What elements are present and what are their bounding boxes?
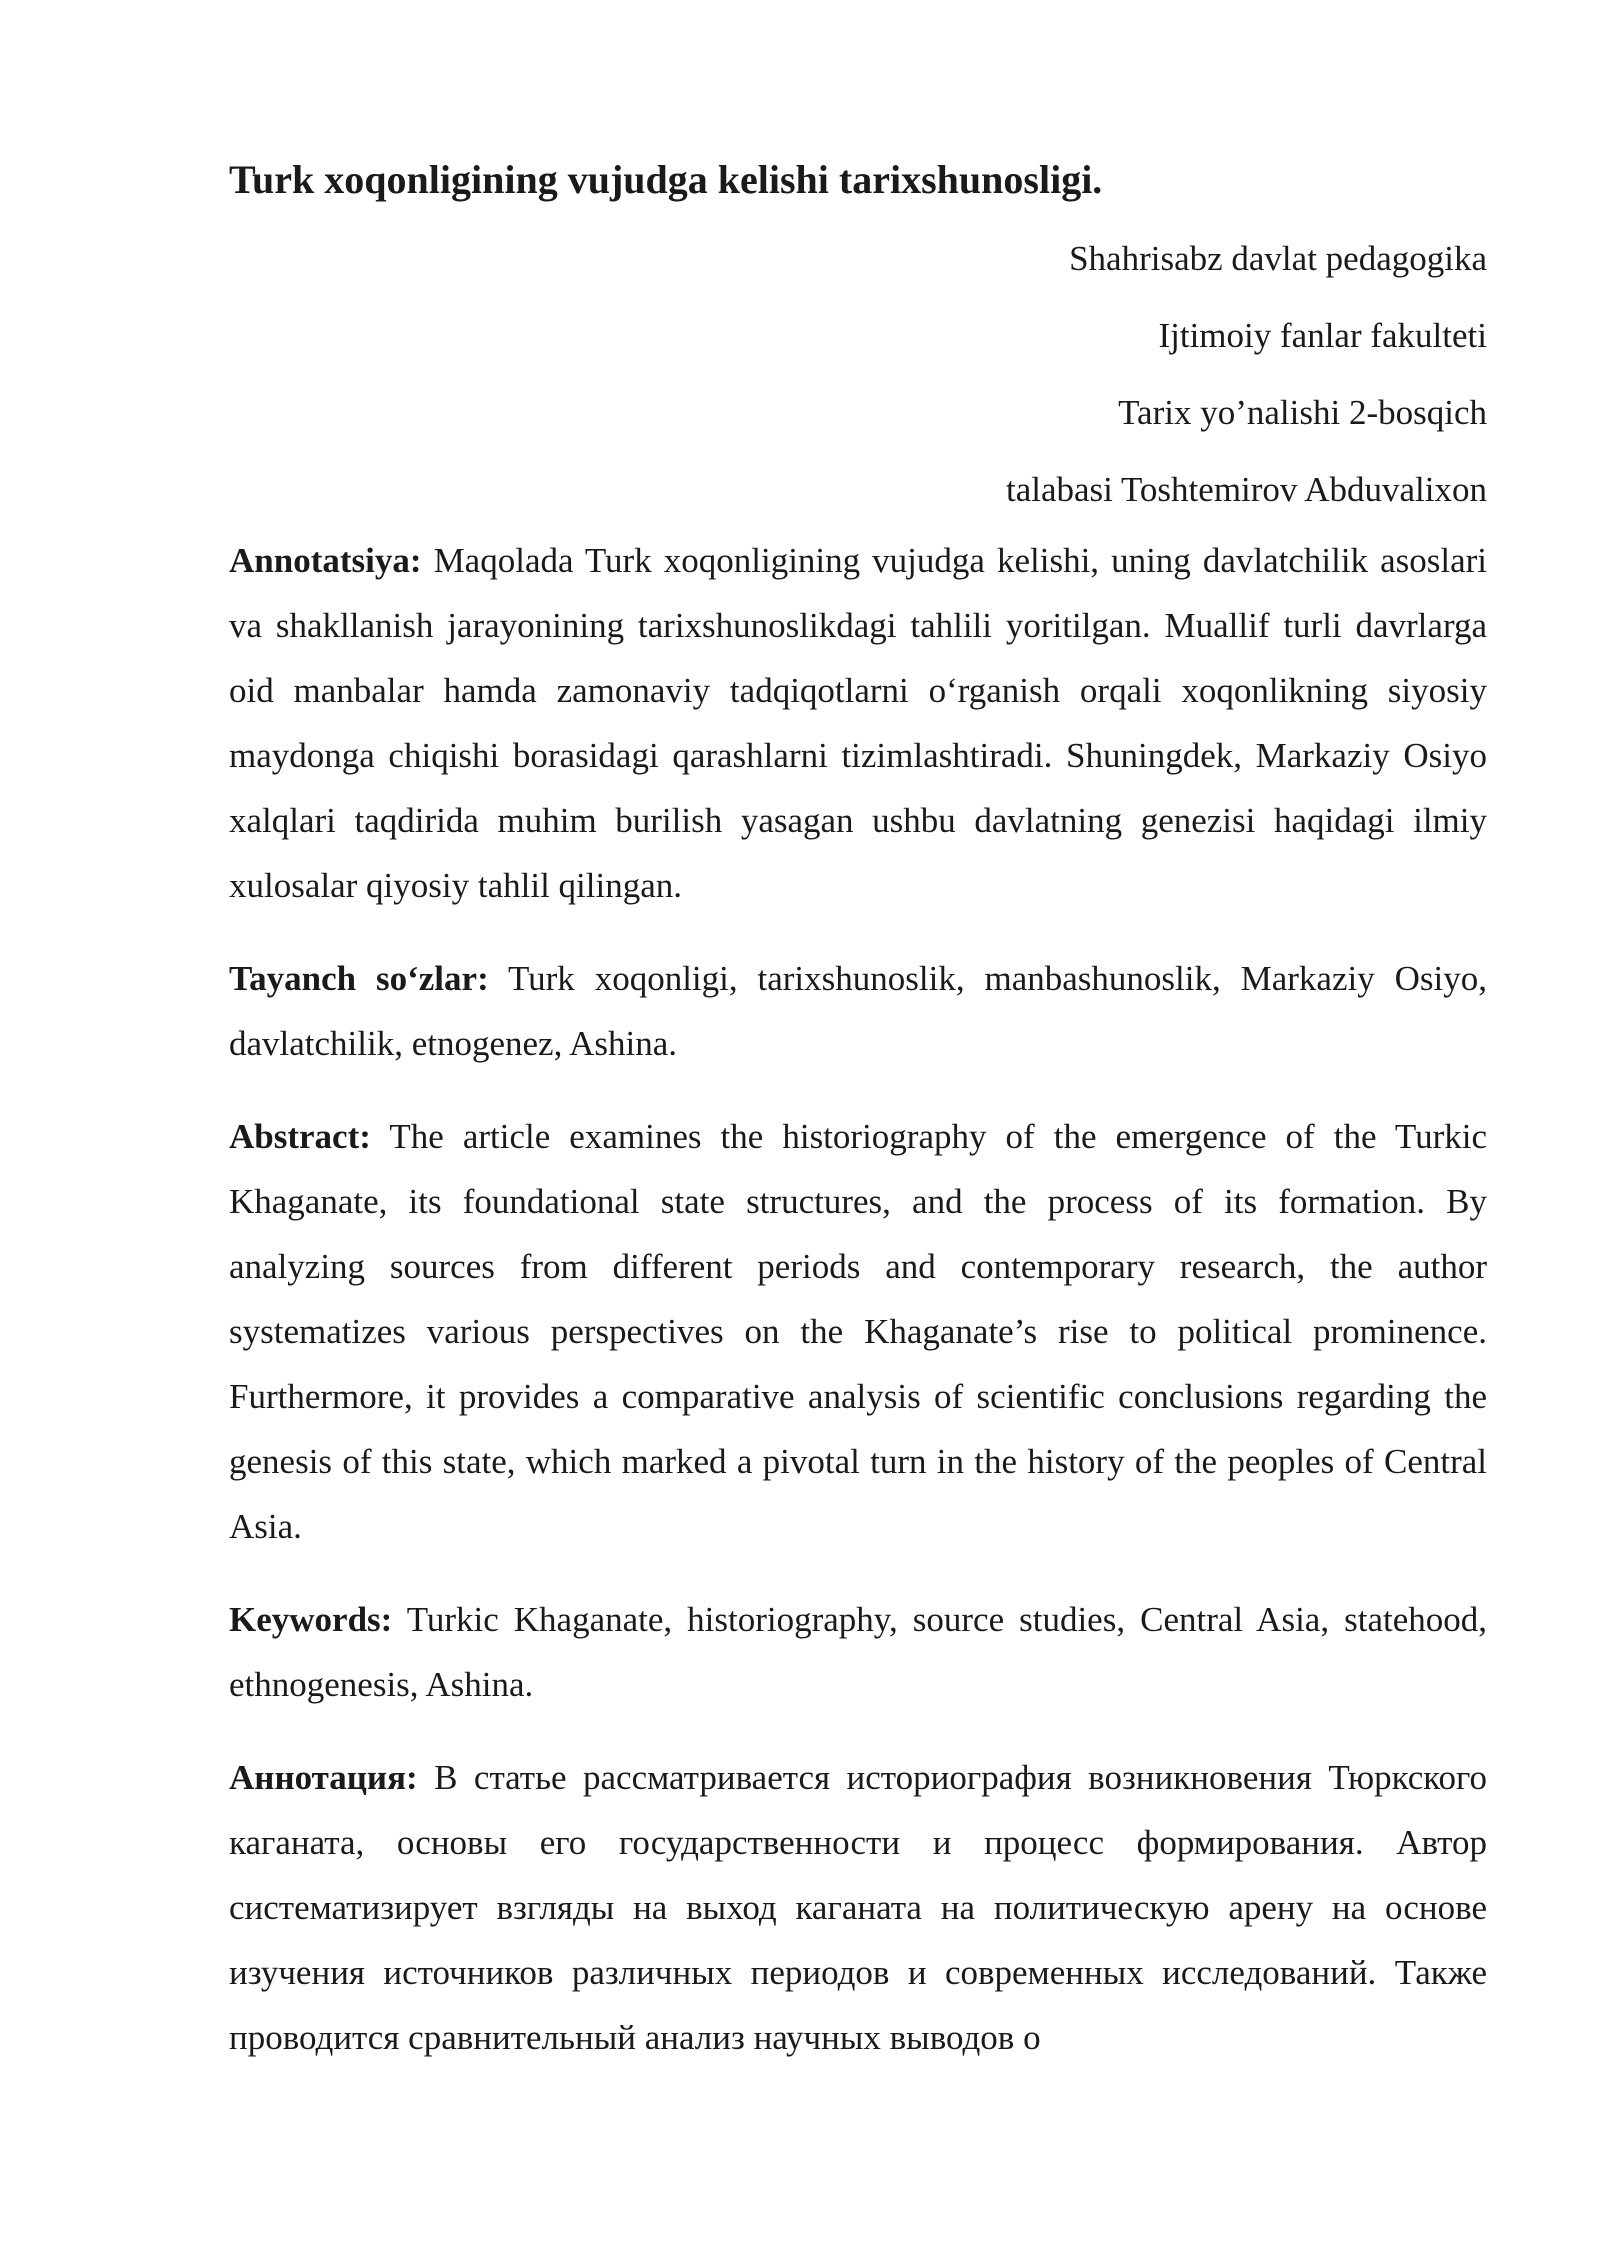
keywords-uz-label: Tayanch so‘zlar: bbox=[229, 959, 489, 998]
annotation-uz bbox=[229, 528, 1487, 918]
annotation-ru bbox=[229, 1745, 1487, 2070]
annotation-uz-text: Maqolada Turk xoqonligining vujudga kelishi, uning davlatchilik asoslari va shakllanish jarayonining tarixshunoslikdagi tahlili yoritilgan. Muallif turli davrlarga oid manbalar hamda zamonaviy tadqiqotlarni o‘rganish orqali xoqonlikning siyosiy maydonga chiqishi borasidagi qarashlarni tizimlashtiradi. Shuningdek, Markaziy Osiyo xalqlari taqdirida muhim burilish yasagan ushbu davlatning genezisi haqidagi ilmiy xulosalar qiyosiy tahlil qilingan. bbox=[229, 541, 1487, 905]
abstract-en-label: Abstract: bbox=[229, 1117, 371, 1156]
abstract-en-text: The article examines the historiography of the emergence of the Turkic Khaganate, its foundational state structures, and the process of its formation. By analyzing sources from different periods and contemporary research, the author systematizes various perspectives on the Khaganate’s rise to political prominence. Furthermore, it provides a comparative analysis of scientific conclusions regarding the genesis of this state, which marked a pivotal turn in the history of the peoples of Central Asia. bbox=[229, 1117, 1487, 1546]
affiliation-faculty: Ijtimoiy fanlar fakulteti bbox=[1158, 316, 1487, 355]
abstract-en bbox=[229, 1104, 1487, 1559]
affiliation-university: Shahrisabz davlat pedagogika bbox=[1069, 239, 1487, 278]
annotation-ru-label: Аннотация: bbox=[229, 1758, 418, 1797]
keywords-en bbox=[229, 1587, 1487, 1717]
affiliation-program: Tarix yo’nalishi 2-bosqich bbox=[1118, 393, 1487, 432]
article-title: Turk xoqonligining vujudga kelishi tarixshunosligi. bbox=[229, 157, 1103, 202]
affiliation-author: talabasi Toshtemirov Abduvalixon bbox=[1005, 470, 1487, 509]
annotation-ru-text: В статье рассматривается историография возникновения Тюркского каганата, основы его государственности и процесс формирования. Автор систематизирует взгляды на выход каганата на политическую арену на основе изучения источников различных периодов и современных исследований. Также проводится сравнительный анализ научных выводов о bbox=[229, 1758, 1487, 2057]
keywords-en-label: Keywords: bbox=[229, 1600, 393, 1639]
document-page bbox=[229, 150, 1487, 2070]
keywords-uz-text: Turk xoqonligi, tarixshunoslik, manbashunoslik, Markaziy Osiyo, davlatchilik, etnogenez, Ashina. bbox=[229, 959, 1487, 1063]
annotation-uz-label: Annotatsiya: bbox=[229, 541, 422, 580]
keywords-uz bbox=[229, 946, 1487, 1076]
author-affiliation bbox=[229, 220, 1487, 528]
keywords-en-text: Turkic Khaganate, historiography, source studies, Central Asia, statehood, ethnogenesis, Ashina. bbox=[229, 1600, 1487, 1704]
